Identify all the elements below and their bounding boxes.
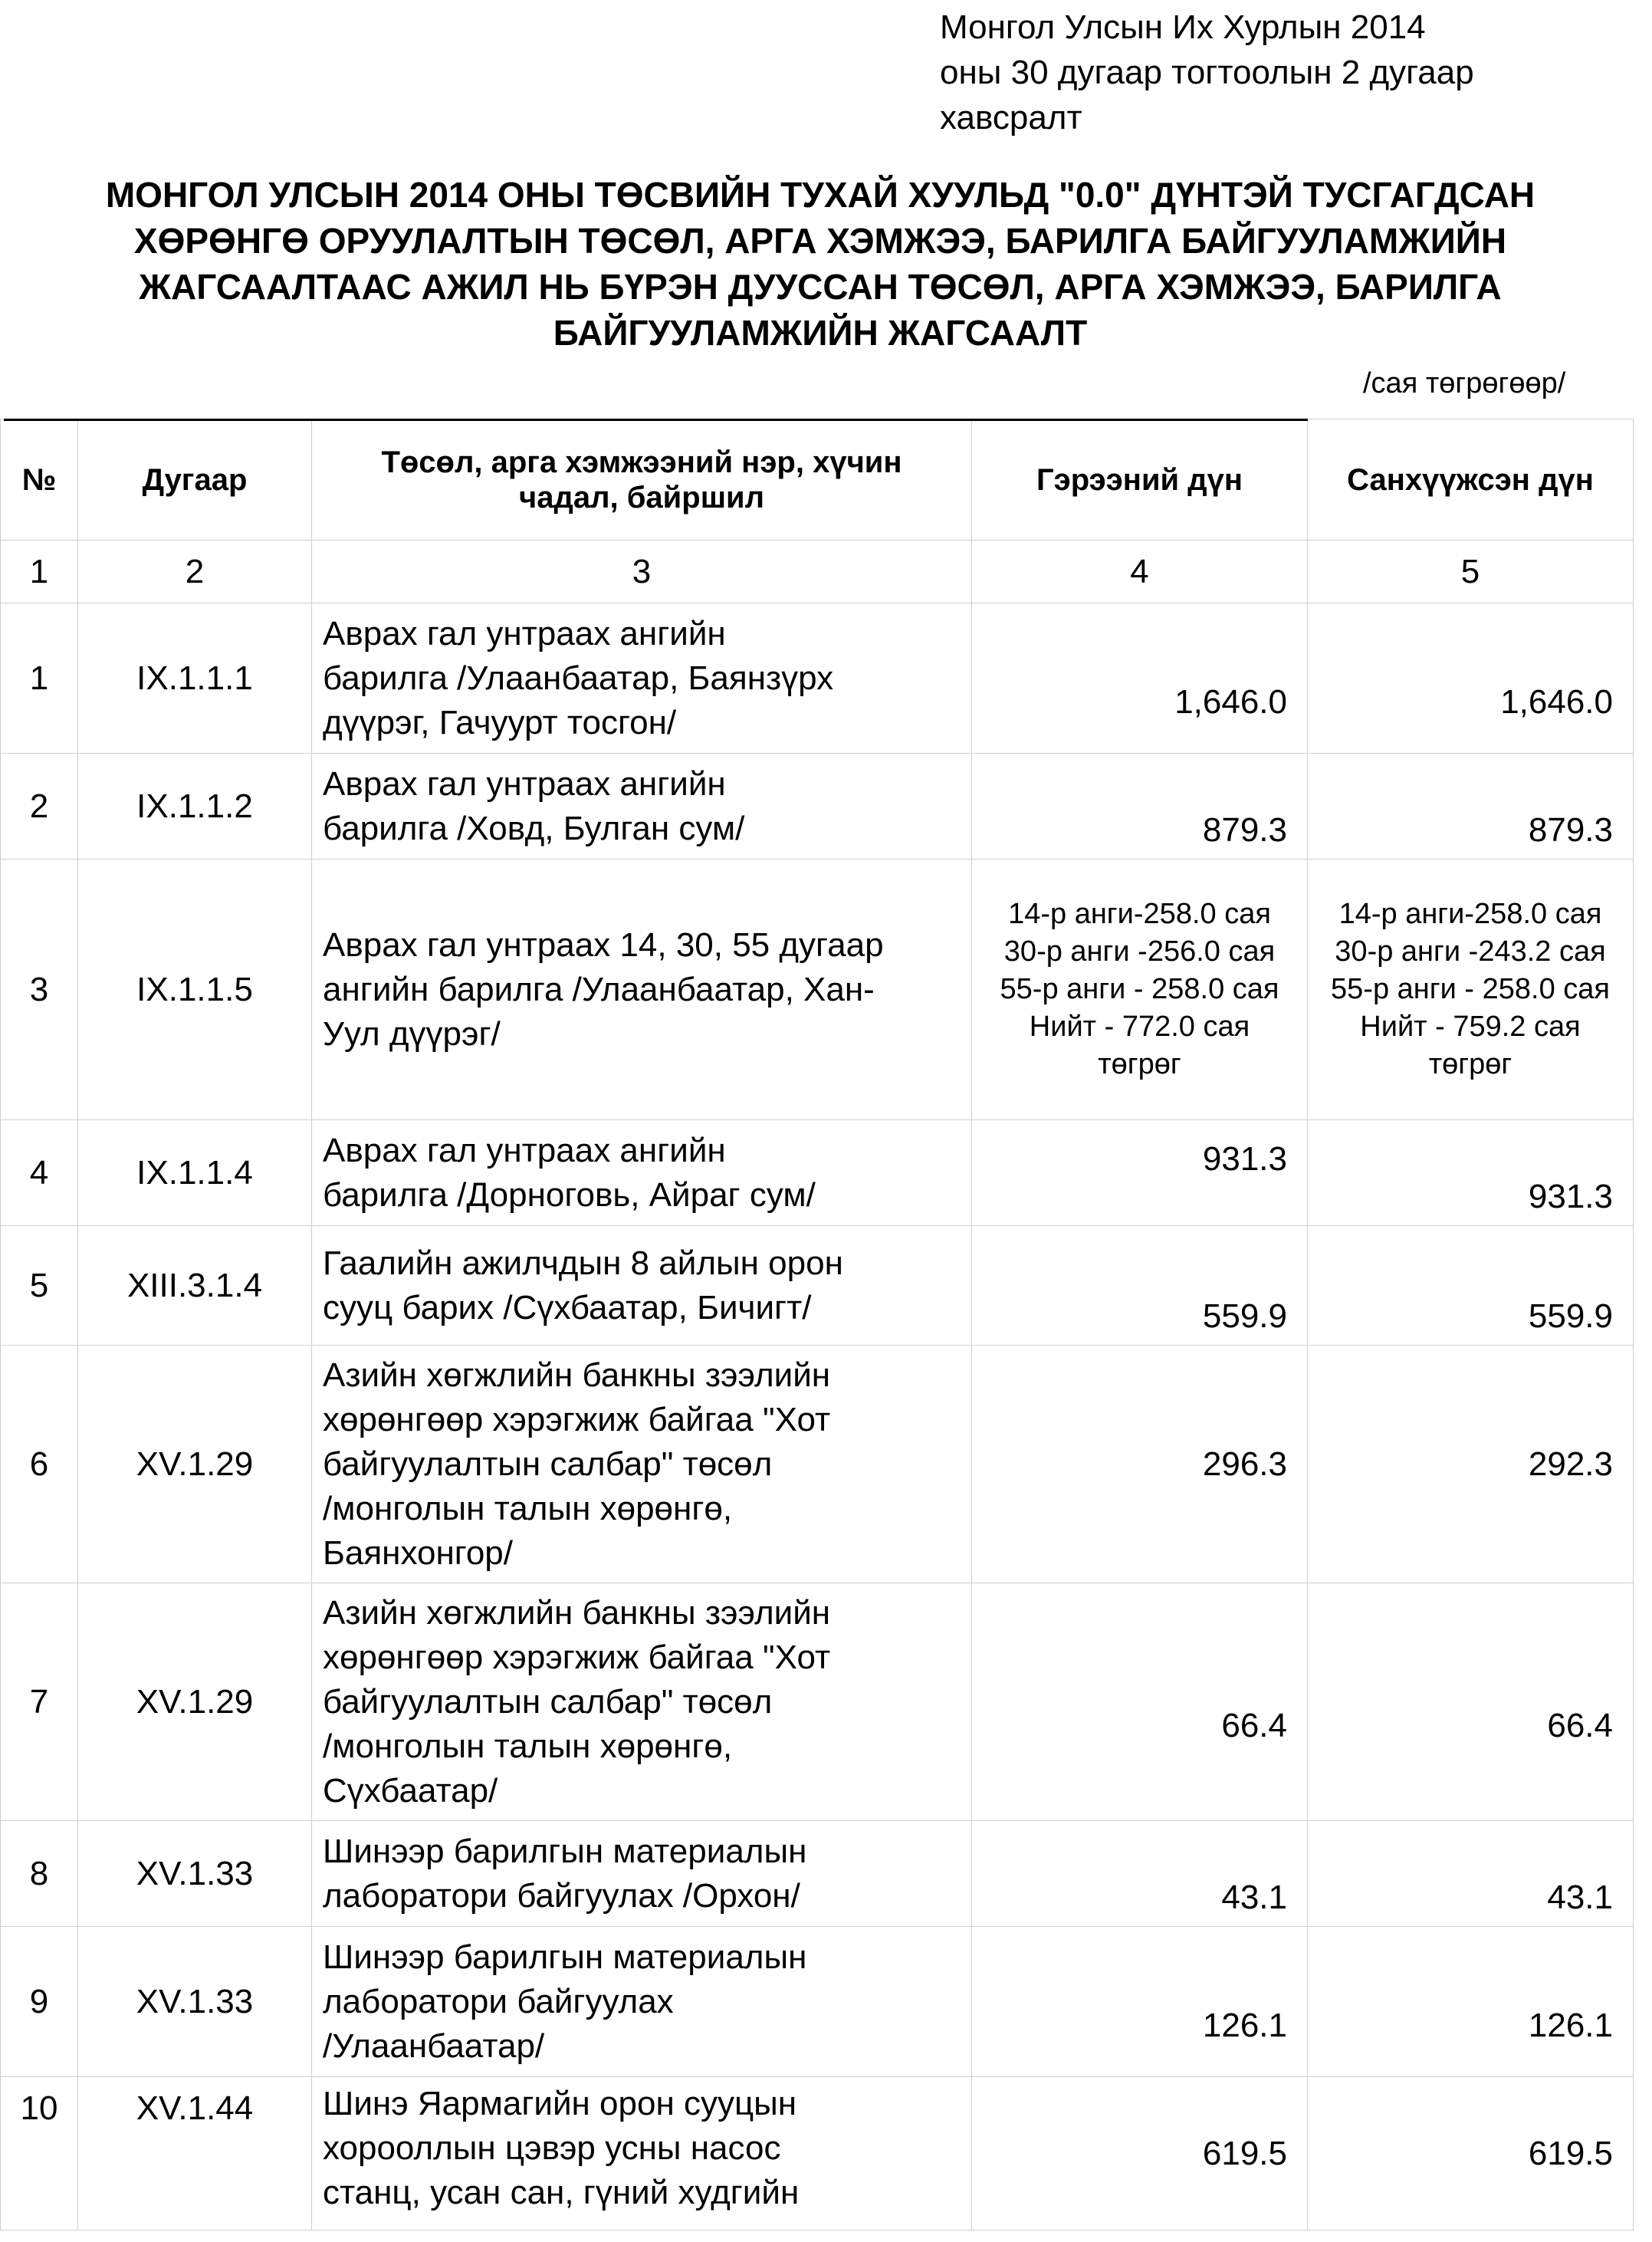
name-line: хөрөнгөөр хэрэгжиж байгаа "Хот (323, 1638, 831, 1676)
header-no: № (1, 419, 78, 541)
row-project-name (312, 603, 972, 754)
row-financed-amount: 879.3 (1308, 754, 1634, 860)
projects-table (0, 419, 1634, 2230)
row-project-name (312, 860, 972, 1120)
row-contract-amount: 126.1 (972, 1927, 1308, 2077)
row-no: 2 (1, 754, 78, 860)
name-line: Гаалийн ажилчдын 8 айлын орон (323, 1244, 843, 1282)
table-row (1, 860, 1634, 1120)
name-line: Шинээр барилгын материалын (323, 1832, 807, 1870)
table-row (1, 603, 1634, 754)
row-project-name (312, 1346, 972, 1583)
title-line: БАЙГУУЛАМЖИЙН ЖАГСААЛТ (553, 313, 1088, 353)
row-code: IX.1.1.5 (78, 860, 312, 1120)
table-row (1, 1120, 1634, 1226)
column-number-row (1, 541, 1634, 603)
row-contract-amount: 879.3 (972, 754, 1308, 860)
name-line: барилга /Улаанбаатар, Баянзүрх (323, 659, 834, 697)
name-line: байгуулалтын салбар" төсөл (323, 1445, 773, 1483)
row-code: IX.1.1.4 (78, 1120, 312, 1226)
row-code: XIII.3.1.4 (78, 1226, 312, 1346)
row-financed-amount: 292.3 (1308, 1346, 1634, 1583)
amount-line: төгрөг (1428, 1048, 1512, 1080)
title-line: МОНГОЛ УЛСЫН 2014 ОНЫ ТӨСВИЙН ТУХАЙ ХУУЛЬД "0.0" ДҮНТЭЙ ТУСГАГДСАН (105, 175, 1535, 215)
table-row (1, 2077, 1634, 2230)
name-line: /монголын талын хөрөнгө, (323, 1489, 733, 1527)
row-financed-amount: 43.1 (1308, 1821, 1634, 1927)
row-code: XV.1.29 (78, 1583, 312, 1821)
name-line: Уул дүүрэг/ (323, 1014, 501, 1053)
column-number: 2 (78, 541, 312, 603)
header-project-name (312, 419, 972, 541)
name-line: /Улаанбаатар/ (323, 2027, 545, 2065)
row-no: 6 (1, 1346, 78, 1583)
amount-line: Нийт - 759.2 сая (1360, 1011, 1581, 1043)
title-line: ЖАГСААЛТААС АЖИЛ НЬ БҮРЭН ДУУССАН ТӨСӨЛ, АРГА ХЭМЖЭЭ, БАРИЛГА (139, 267, 1502, 307)
row-no: 10 (1, 2077, 78, 2230)
table-row (1, 754, 1634, 860)
row-code: XV.1.29 (78, 1346, 312, 1583)
table-row (1, 1346, 1634, 1583)
name-line: Азийн хөгжлийн банкны зээлийн (323, 1593, 831, 1632)
name-line: барилга /Дорноговь, Айраг сум/ (323, 1175, 816, 1214)
name-line: хорооллын цэвэр усны насос (323, 2129, 781, 2167)
amount-line: Нийт - 772.0 сая (1029, 1011, 1250, 1043)
name-line: Сүхбаатар/ (323, 1771, 498, 1810)
row-code: XV.1.33 (78, 1821, 312, 1927)
header-name-line: чадал, байршил (518, 480, 765, 514)
name-line: дүүрэг, Гачуурт тосгон/ (323, 703, 677, 741)
table-row (1, 1226, 1634, 1346)
row-no: 8 (1, 1821, 78, 1927)
row-contract-amount: 1,646.0 (972, 603, 1308, 754)
name-line: Аврах гал унтраах ангийн (323, 614, 726, 653)
row-project-name (312, 2077, 972, 2230)
name-line: сууц барих /Сүхбаатар, Бичигт/ (323, 1288, 812, 1326)
header-row (1, 419, 1634, 541)
row-financed-amount: 1,646.0 (1308, 603, 1634, 754)
row-contract-amount (972, 860, 1308, 1120)
row-code: IX.1.1.2 (78, 754, 312, 860)
column-number: 4 (972, 541, 1308, 603)
header-financed-amount: Санхүүжсэн дүн (1308, 419, 1634, 541)
header-name-line: Төсөл, арга хэмжээний нэр, хүчин (381, 445, 902, 479)
header-contract-amount: Гэрээний дүн (972, 419, 1308, 541)
amount-line: төгрөг (1098, 1048, 1181, 1080)
row-no: 4 (1, 1120, 78, 1226)
row-no: 7 (1, 1583, 78, 1821)
amount-line: 55-р анги - 258.0 сая (1000, 973, 1279, 1005)
row-no: 3 (1, 860, 78, 1120)
name-line: барилга /Ховд, Булган сум/ (323, 809, 745, 847)
row-financed-amount (1308, 860, 1634, 1120)
column-number: 3 (312, 541, 972, 603)
row-financed-amount: 66.4 (1308, 1583, 1634, 1821)
row-contract-amount: 559.9 (972, 1226, 1308, 1346)
annex-line: оны 30 дугаар тогтоолын 2 дугаар (940, 54, 1474, 91)
row-financed-amount: 126.1 (1308, 1927, 1634, 2077)
row-financed-amount: 559.9 (1308, 1226, 1634, 1346)
document-title (15, 172, 1625, 356)
unit-note: /сая төгрөгөөр/ (1363, 367, 1566, 399)
row-no: 1 (1, 603, 78, 754)
column-number: 5 (1308, 541, 1634, 603)
row-contract-amount: 619.5 (972, 2077, 1308, 2230)
row-project-name (312, 1821, 972, 1927)
row-project-name (312, 1120, 972, 1226)
name-line: Аврах гал унтраах ангийн (323, 764, 726, 803)
table-row (1, 1927, 1634, 2077)
amount-line: 30-р анги -256.0 сая (1003, 935, 1276, 968)
name-line: Шинээр барилгын материалын (323, 1938, 807, 1976)
header-code: Дугаар (78, 419, 312, 541)
table-top-rule (4, 419, 1308, 421)
row-contract-amount: 296.3 (972, 1346, 1308, 1583)
name-line: хөрөнгөөр хэрэгжиж байгаа "Хот (323, 1400, 831, 1438)
amount-line: 14-р анги-258.0 сая (1338, 898, 1602, 930)
name-line: Баянхонгор/ (323, 1534, 513, 1572)
amount-line: 30-р анги -243.2 сая (1335, 935, 1606, 968)
row-code: XV.1.44 (78, 2077, 312, 2230)
name-line: лаборатори байгуулах (323, 1982, 674, 2020)
row-contract-amount: 931.3 (972, 1120, 1308, 1226)
title-line: ХӨРӨНГӨ ОРУУЛАЛТЫН ТӨСӨЛ, АРГА ХЭМЖЭЭ, БАРИЛГА БАЙГУУЛАМЖИЙН (133, 221, 1507, 261)
name-line: Азийн хөгжлийн банкны зээлийн (323, 1356, 831, 1394)
row-project-name (312, 1583, 972, 1821)
row-contract-amount: 43.1 (972, 1821, 1308, 1927)
name-line: станц, усан сан, гүний худгийн (323, 2174, 800, 2211)
annex-line: Монгол Улсын Их Хурлын 2014 (940, 8, 1426, 46)
name-line: байгуулалтын салбар" төсөл (323, 1682, 773, 1721)
name-line: Аврах гал унтраах 14, 30, 55 дугаар (323, 925, 884, 964)
table-row (1, 1821, 1634, 1927)
row-no: 9 (1, 1927, 78, 2077)
row-financed-amount: 931.3 (1308, 1120, 1634, 1226)
row-financed-amount: 619.5 (1308, 2077, 1634, 2230)
row-contract-amount: 66.4 (972, 1583, 1308, 1821)
row-code: XV.1.33 (78, 1927, 312, 2077)
name-line: /монголын талын хөрөнгө, (323, 1727, 733, 1765)
annex-note (940, 5, 1630, 140)
name-line: Шинэ Яармагийн орон сууцын (323, 2085, 797, 2122)
row-code: IX.1.1.1 (78, 603, 312, 754)
row-project-name (312, 1226, 972, 1346)
column-number: 1 (1, 541, 78, 603)
row-project-name (312, 754, 972, 860)
amount-line: 14-р анги-258.0 сая (1008, 898, 1271, 930)
row-no: 5 (1, 1226, 78, 1346)
name-line: лаборатори байгуулах /Орхон/ (323, 1876, 800, 1915)
amount-line: 55-р анги - 258.0 сая (1331, 973, 1610, 1005)
annex-line: хавсралт (940, 99, 1082, 136)
name-line: ангийн барилга /Улаанбаатар, Хан- (323, 970, 875, 1008)
name-line: Аврах гал унтраах ангийн (323, 1131, 726, 1169)
table-row (1, 1583, 1634, 1821)
row-project-name (312, 1927, 972, 2077)
